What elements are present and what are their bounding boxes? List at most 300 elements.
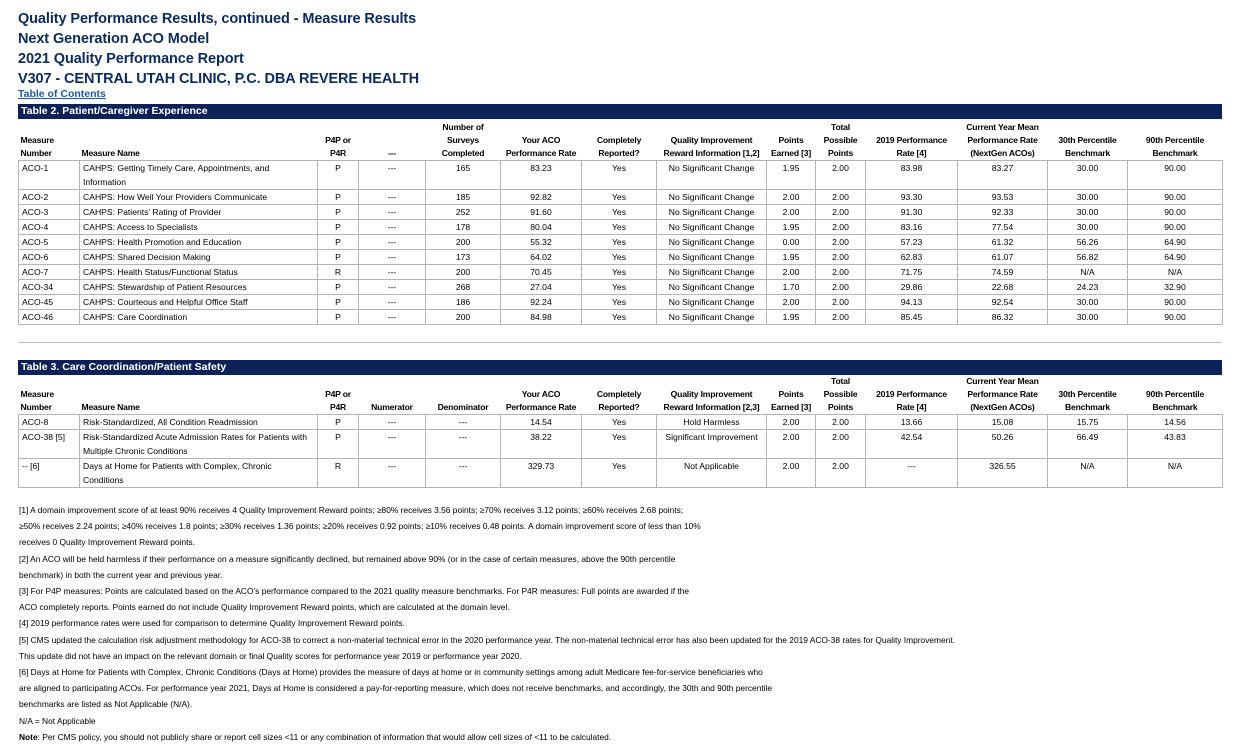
column-header: Earned [3] bbox=[770, 402, 812, 412]
column-header: Performance Rate bbox=[505, 402, 577, 412]
table-cell: 165 bbox=[426, 161, 501, 190]
table-cell: Yes bbox=[582, 310, 657, 325]
column-header bbox=[866, 121, 958, 134]
table-cell: 2.00 bbox=[816, 415, 866, 430]
table-cell: 57.23 bbox=[866, 235, 958, 250]
column-header bbox=[501, 375, 582, 388]
column-header: Surveys bbox=[446, 135, 480, 145]
table-cell: 30.00 bbox=[1048, 220, 1128, 235]
column-header: P4P or bbox=[325, 135, 351, 145]
column-header: 2019 Performance bbox=[876, 389, 947, 399]
table-cell: Yes bbox=[582, 220, 657, 235]
footnote-line: N/A = Not Applicable bbox=[19, 715, 96, 726]
table-of-contents-link[interactable]: Table of Contents bbox=[18, 88, 106, 100]
footnote-line: [1] A domain improvement score of at least 90% receives 4 Quality Improvement Reward points; ≥80% receives 3.56 points; ≥70% receives 3.12 points; ≥60% receives 2.68 points; bbox=[19, 505, 684, 515]
column-header bbox=[1048, 375, 1128, 388]
table-cell: Yes bbox=[582, 190, 657, 205]
table-cell: Not Applicable bbox=[657, 459, 767, 488]
column-header: Rate [4] bbox=[896, 148, 927, 158]
table-cell: --- bbox=[426, 430, 501, 459]
table-cell: 91.60 bbox=[501, 205, 582, 220]
measure-name-cell: CAHPS: Care Coordination bbox=[80, 310, 318, 325]
column-header bbox=[866, 375, 958, 388]
table-cell: Yes bbox=[582, 265, 657, 280]
table-cell: 83.98 bbox=[866, 161, 958, 190]
table-cell: 38.22 bbox=[501, 430, 582, 459]
table-row bbox=[19, 415, 1223, 430]
column-header: Reported? bbox=[598, 402, 640, 412]
table-cell: P bbox=[318, 250, 359, 265]
column-header: 30th Percentile bbox=[1058, 135, 1117, 145]
measure-name-cell: CAHPS: How Well Your Providers Communicate bbox=[80, 190, 318, 205]
table-cell: 2.00 bbox=[816, 280, 866, 295]
table-cell: No Significant Change bbox=[657, 310, 767, 325]
column-header bbox=[501, 121, 582, 134]
footnote-line: [3] For P4P measures: Points are calculated based on the ACO’s performance compared to the 2021 quality measure benchmarks. For P4R measures: Full points are awarded if the bbox=[19, 586, 690, 597]
table-cell: 173 bbox=[426, 250, 501, 265]
header-row bbox=[19, 375, 1223, 388]
column-header: (NextGen ACOs) bbox=[970, 402, 1035, 412]
column-header: P4P or bbox=[325, 389, 351, 399]
table-cell: 2.00 bbox=[816, 310, 866, 325]
table-cell: P bbox=[318, 161, 359, 190]
table-cell: 43.83 bbox=[1128, 430, 1223, 459]
column-header: Current Year Mean bbox=[966, 376, 1039, 386]
table-row bbox=[19, 220, 1223, 235]
table-cell: 92.24 bbox=[501, 295, 582, 310]
column-header: Earned [3] bbox=[770, 148, 812, 158]
column-header: Benchmark bbox=[1152, 148, 1198, 158]
table-cell: 1.95 bbox=[767, 220, 816, 235]
table-cell: 2.00 bbox=[767, 265, 816, 280]
column-header: Reward Information [2,3] bbox=[663, 402, 760, 412]
table-cell: 1.95 bbox=[767, 310, 816, 325]
table-cell: Hold Harmless bbox=[657, 415, 767, 430]
table-cell: --- bbox=[359, 295, 426, 310]
table-cell: 30.00 bbox=[1048, 295, 1128, 310]
table-cell: 70.45 bbox=[501, 265, 582, 280]
measure-number-cell: ACO-7 bbox=[19, 265, 80, 280]
column-header: Total bbox=[831, 122, 850, 132]
footnote-line: are aligned to participating ACOs. For performance year 2021, Days at Home is considered a pay-for-reporting measure, which does not receive benchmarks, and accordingly, the 30th and 90th percentile bbox=[19, 683, 773, 694]
measure-name-cell: Risk-Standardized, All Condition Readmission bbox=[80, 415, 318, 430]
table-cell: No Significant Change bbox=[657, 235, 767, 250]
table-cell: P bbox=[318, 295, 359, 310]
table-cell: 55.32 bbox=[501, 235, 582, 250]
table-cell: 66.49 bbox=[1048, 430, 1128, 459]
table-cell: --- bbox=[359, 430, 426, 459]
column-header bbox=[582, 121, 657, 134]
column-header: Measure bbox=[20, 389, 54, 399]
column-header bbox=[359, 121, 426, 134]
measure-name-cell: CAHPS: Patients’ Rating of Provider bbox=[80, 205, 318, 220]
column-header: Reported? bbox=[598, 148, 640, 158]
column-header bbox=[359, 388, 426, 401]
measure-number-cell: ACO-45 bbox=[19, 295, 80, 310]
table-cell: --- bbox=[359, 220, 426, 235]
measure-name-cell: Risk-Standardized Acute Admission Rates for Patients with Multiple Chronic Conditions bbox=[80, 430, 318, 459]
table-cell: 64.02 bbox=[501, 250, 582, 265]
table-cell: 329.73 bbox=[501, 459, 582, 488]
table-cell: --- bbox=[359, 250, 426, 265]
column-header bbox=[426, 375, 501, 388]
table-cell: 0.00 bbox=[767, 235, 816, 250]
table-cell: No Significant Change bbox=[657, 161, 767, 190]
header-row bbox=[19, 121, 1223, 134]
column-header bbox=[80, 134, 318, 147]
table-cell: --- bbox=[426, 459, 501, 488]
table-cell: 30.00 bbox=[1048, 205, 1128, 220]
table-cell: Yes bbox=[582, 415, 657, 430]
table-cell: Significant Improvement bbox=[657, 430, 767, 459]
table-cell: R bbox=[318, 265, 359, 280]
column-header: Performance Rate bbox=[505, 148, 577, 158]
column-header: 30th Percentile bbox=[1058, 389, 1117, 399]
table-cell: R bbox=[318, 459, 359, 488]
table-row bbox=[19, 430, 1223, 459]
table-row bbox=[19, 310, 1223, 325]
table-cell: --- bbox=[359, 161, 426, 190]
column-header bbox=[1048, 121, 1128, 134]
table-cell: P bbox=[318, 280, 359, 295]
table-cell: 200 bbox=[426, 265, 501, 280]
column-header bbox=[767, 121, 816, 134]
table-cell: 90.00 bbox=[1128, 310, 1223, 325]
table-row bbox=[19, 235, 1223, 250]
table-cell: 94.13 bbox=[866, 295, 958, 310]
table-cell: 2.00 bbox=[767, 295, 816, 310]
table-cell: 2.00 bbox=[816, 190, 866, 205]
column-header bbox=[657, 121, 767, 134]
table-cell: 92.33 bbox=[958, 205, 1048, 220]
table-cell: N/A bbox=[1128, 459, 1223, 488]
table-cell: No Significant Change bbox=[657, 265, 767, 280]
table-cell: 22.68 bbox=[958, 280, 1048, 295]
column-header: Reward Information [1,2] bbox=[663, 148, 760, 158]
column-header: Your ACO bbox=[521, 389, 561, 399]
column-header: 2019 Performance bbox=[876, 135, 947, 145]
table-cell: 2.00 bbox=[767, 459, 816, 488]
column-header: Performance Rate bbox=[967, 135, 1038, 145]
table-row bbox=[19, 265, 1223, 280]
column-header bbox=[80, 388, 318, 401]
column-header: Completely bbox=[596, 135, 642, 145]
column-header: 90th Percentile bbox=[1145, 135, 1205, 145]
table-cell: 185 bbox=[426, 190, 501, 205]
table2-title-bar: Table 2. Patient/Caregiver Experience bbox=[18, 104, 1222, 119]
table-cell: 64.90 bbox=[1128, 250, 1223, 265]
table-cell: 186 bbox=[426, 295, 501, 310]
column-header: Points bbox=[827, 402, 854, 412]
column-header: Total bbox=[831, 376, 850, 386]
column-header: P4R bbox=[329, 148, 347, 158]
column-header bbox=[80, 375, 318, 388]
table-cell: 13.66 bbox=[866, 415, 958, 430]
table-row bbox=[19, 250, 1223, 265]
table-cell: 15.08 bbox=[958, 415, 1048, 430]
table-cell: 27.04 bbox=[501, 280, 582, 295]
table-cell: 14.56 bbox=[1128, 415, 1223, 430]
column-header: Points bbox=[778, 389, 804, 399]
report-title: Quality Performance Results, continued - Measure Results bbox=[18, 11, 417, 27]
table-cell: 32.90 bbox=[1128, 280, 1223, 295]
table-cell: Yes bbox=[582, 459, 657, 488]
table-row bbox=[19, 280, 1223, 295]
table-cell: N/A bbox=[1048, 459, 1128, 488]
table-cell: 2.00 bbox=[816, 459, 866, 488]
aco-name: V307 - CENTRAL UTAH CLINIC, P.C. DBA REVERE HEALTH bbox=[18, 71, 420, 87]
table-cell: 90.00 bbox=[1128, 220, 1223, 235]
table-cell: 30.00 bbox=[1048, 161, 1128, 190]
column-header: Possible bbox=[823, 135, 858, 145]
table-cell: 29.86 bbox=[866, 280, 958, 295]
table-cell: --- bbox=[359, 235, 426, 250]
column-header: Current Year Mean bbox=[966, 122, 1039, 132]
measure-number-cell: ACO-34 bbox=[19, 280, 80, 295]
column-header bbox=[19, 375, 80, 388]
measure-name-cell: CAHPS: Getting Timely Care, Appointments, and Information bbox=[80, 161, 318, 190]
table-cell: 93.30 bbox=[866, 190, 958, 205]
column-header bbox=[426, 388, 501, 401]
column-header bbox=[1128, 121, 1223, 134]
measure-number-cell: ACO-8 bbox=[19, 415, 80, 430]
column-header: Possible bbox=[823, 389, 858, 399]
table-cell: No Significant Change bbox=[657, 220, 767, 235]
table-row bbox=[19, 205, 1223, 220]
column-header bbox=[657, 375, 767, 388]
table-cell: --- bbox=[359, 415, 426, 430]
column-header bbox=[19, 121, 80, 134]
table2-patient-caregiver-experience bbox=[18, 121, 1223, 325]
table-cell: 74.59 bbox=[958, 265, 1048, 280]
table-cell: 2.00 bbox=[816, 265, 866, 280]
column-header: Measure bbox=[20, 135, 54, 145]
note-text: : Per CMS policy, you should not publicly share or report cell sizes <11 or any combination of information that would allow cell sizes of <11 to be calculated. bbox=[37, 731, 612, 742]
footnote-line: ≥50% receives 2.24 points; ≥40% receives 1.8 points; ≥30% receives 1.36 points; ≥20% receives 0.92 points; ≥10% receives 0.48 points. A domain improvement score of less than 10% bbox=[19, 521, 701, 532]
column-header: Completed bbox=[441, 148, 485, 158]
table-cell: P bbox=[318, 235, 359, 250]
table-cell: 2.00 bbox=[816, 235, 866, 250]
table-cell: No Significant Change bbox=[657, 295, 767, 310]
footnote-line: ACO completely reports. Points earned do not include Quality Improvement Reward points, which are calculated at the domain level. bbox=[19, 602, 510, 613]
table-cell: 2.00 bbox=[767, 190, 816, 205]
header-row bbox=[19, 401, 1223, 415]
table-cell: 14.54 bbox=[501, 415, 582, 430]
table-cell: No Significant Change bbox=[657, 205, 767, 220]
table-cell: Yes bbox=[582, 250, 657, 265]
table-row bbox=[19, 161, 1223, 190]
table-cell: 30.00 bbox=[1048, 310, 1128, 325]
column-header: Number bbox=[20, 402, 52, 412]
table-cell: Yes bbox=[582, 295, 657, 310]
table-cell: 56.26 bbox=[1048, 235, 1128, 250]
table-row bbox=[19, 295, 1223, 310]
column-header: Numerator bbox=[371, 402, 413, 412]
column-header: Measure Name bbox=[81, 148, 140, 158]
measure-number-cell: ACO-1 bbox=[19, 161, 80, 190]
table-cell: --- bbox=[359, 205, 426, 220]
table-cell: Yes bbox=[582, 205, 657, 220]
table-cell: 15.75 bbox=[1048, 415, 1128, 430]
header-row bbox=[19, 147, 1223, 161]
table-cell: 2.00 bbox=[816, 250, 866, 265]
column-header: Points bbox=[778, 135, 804, 145]
footnote-line: [4] 2019 performance rates were used for comparison to determine Quality Improvement Reward points. bbox=[19, 618, 405, 629]
table-cell: 2.00 bbox=[816, 161, 866, 190]
measure-number-cell: ACO-46 bbox=[19, 310, 80, 325]
column-header: Performance Rate bbox=[967, 389, 1038, 399]
note-label: Note bbox=[19, 731, 38, 742]
column-header: 90th Percentile bbox=[1145, 389, 1205, 399]
table-cell: P bbox=[318, 205, 359, 220]
table-cell: 2.00 bbox=[767, 205, 816, 220]
table-cell: 71.75 bbox=[866, 265, 958, 280]
table-cell: 80.04 bbox=[501, 220, 582, 235]
cms-policy-note bbox=[19, 729, 1239, 745]
header-row bbox=[19, 134, 1223, 147]
table-cell: No Significant Change bbox=[657, 280, 767, 295]
table-cell: 1.95 bbox=[767, 161, 816, 190]
report-name: 2021 Quality Performance Report bbox=[18, 51, 244, 67]
table-cell: 62.83 bbox=[866, 250, 958, 265]
table-cell: Yes bbox=[582, 280, 657, 295]
table-cell: --- bbox=[359, 265, 426, 280]
measure-number-cell: -- [6] bbox=[19, 459, 80, 488]
measure-number-cell: ACO-3 bbox=[19, 205, 80, 220]
table-cell: P bbox=[318, 310, 359, 325]
footnote-line: benchmarks are listed as Not Applicable (N/A). bbox=[19, 699, 193, 710]
table-cell: No Significant Change bbox=[657, 250, 767, 265]
table-cell: 93.53 bbox=[958, 190, 1048, 205]
table-cell: 2.00 bbox=[816, 295, 866, 310]
column-header: Points bbox=[827, 148, 854, 158]
table-cell: 24.23 bbox=[1048, 280, 1128, 295]
table-cell: 90.00 bbox=[1128, 295, 1223, 310]
table-cell: 42.54 bbox=[866, 430, 958, 459]
footnote-line: [6] Days at Home for Patients with Complex, Chronic Conditions (Days at Home) provides the measure of days at home or in community settings among adult Medicare fee-for-service beneficiaries who bbox=[19, 667, 763, 678]
measure-name-cell: CAHPS: Access to Specialists bbox=[80, 220, 318, 235]
measure-number-cell: ACO-4 bbox=[19, 220, 80, 235]
table-cell: 84.98 bbox=[501, 310, 582, 325]
table-cell: 61.32 bbox=[958, 235, 1048, 250]
table-row bbox=[19, 190, 1223, 205]
column-header: Completely bbox=[596, 389, 642, 399]
measure-name-cell: CAHPS: Health Status/Functional Status bbox=[80, 265, 318, 280]
column-header: Number bbox=[20, 148, 52, 158]
table-cell: 90.00 bbox=[1128, 161, 1223, 190]
table-cell: 92.54 bbox=[958, 295, 1048, 310]
footnote-line: [2] An ACO will be held harmless if their performance on a measure significantly declined, but remained above 90% (or in the case of certain measures, above the 90th percentile bbox=[19, 553, 676, 564]
table-cell: 200 bbox=[426, 310, 501, 325]
column-header: --- bbox=[388, 148, 396, 158]
table-cell: 61.07 bbox=[958, 250, 1048, 265]
column-header bbox=[359, 134, 426, 147]
table-cell: P bbox=[318, 430, 359, 459]
column-header: (NextGen ACOs) bbox=[970, 148, 1035, 158]
column-header: Number of bbox=[442, 122, 484, 132]
measure-name-cell: Days at Home for Patients with Complex, Chronic Conditions bbox=[80, 459, 318, 488]
table-cell: 85.45 bbox=[866, 310, 958, 325]
footnotes bbox=[19, 502, 1239, 745]
section-divider bbox=[18, 342, 1222, 343]
table-cell: 56.82 bbox=[1048, 250, 1128, 265]
table-cell: --- bbox=[866, 459, 958, 488]
table-cell: 90.00 bbox=[1128, 190, 1223, 205]
table-cell: 83.27 bbox=[958, 161, 1048, 190]
table-row bbox=[19, 459, 1223, 488]
table-cell: N/A bbox=[1128, 265, 1223, 280]
measure-name-cell: CAHPS: Courteous and Helpful Office Staff bbox=[80, 295, 318, 310]
table-cell: --- bbox=[359, 190, 426, 205]
table-cell: P bbox=[318, 190, 359, 205]
table-cell: 2.00 bbox=[767, 415, 816, 430]
column-header: Your ACO bbox=[521, 135, 561, 145]
column-header: Benchmark bbox=[1064, 402, 1110, 412]
column-header: Quality Improvement bbox=[670, 389, 753, 399]
measure-number-cell: ACO-6 bbox=[19, 250, 80, 265]
table-cell: --- bbox=[426, 415, 501, 430]
measure-number-cell: ACO-5 bbox=[19, 235, 80, 250]
column-header: P4R bbox=[329, 402, 347, 412]
table-cell: 178 bbox=[426, 220, 501, 235]
table-cell: 50.26 bbox=[958, 430, 1048, 459]
column-header bbox=[582, 375, 657, 388]
table3-care-coordination-patient-safety bbox=[18, 375, 1223, 488]
table-cell: 83.23 bbox=[501, 161, 582, 190]
footnote-line: benchmark) in both the current year and previous year. bbox=[19, 569, 223, 580]
table-cell: 2.00 bbox=[816, 430, 866, 459]
table-cell: 2.00 bbox=[816, 205, 866, 220]
footnote-line: This update did not have an impact on the relevant domain or final Quality scores for performance year 2019 or performance year 2020. bbox=[19, 650, 522, 661]
table-cell: 64.90 bbox=[1128, 235, 1223, 250]
table-cell: Yes bbox=[582, 161, 657, 190]
column-header: Benchmark bbox=[1152, 402, 1198, 412]
table-cell: Yes bbox=[582, 235, 657, 250]
column-header bbox=[318, 121, 359, 134]
column-header bbox=[359, 375, 426, 388]
measure-name-cell: CAHPS: Health Promotion and Education bbox=[80, 235, 318, 250]
column-header: Benchmark bbox=[1064, 148, 1110, 158]
column-header: Quality Improvement bbox=[670, 135, 753, 145]
table-cell: Yes bbox=[582, 430, 657, 459]
column-header bbox=[80, 121, 318, 134]
table-cell: 268 bbox=[426, 280, 501, 295]
table-cell: --- bbox=[359, 459, 426, 488]
column-header bbox=[318, 375, 359, 388]
column-header: Measure Name bbox=[81, 402, 140, 412]
column-header: Rate [4] bbox=[896, 402, 927, 412]
column-header bbox=[767, 375, 816, 388]
table-cell: --- bbox=[359, 310, 426, 325]
table-cell: 252 bbox=[426, 205, 501, 220]
measure-name-cell: CAHPS: Shared Decision Making bbox=[80, 250, 318, 265]
report-header bbox=[18, 9, 419, 89]
table-cell: 92.82 bbox=[501, 190, 582, 205]
header-row bbox=[19, 388, 1223, 401]
measure-name-cell: CAHPS: Stewardship of Patient Resources bbox=[80, 280, 318, 295]
measure-number-cell: ACO-38 [5] bbox=[19, 430, 80, 459]
table-cell: 77.54 bbox=[958, 220, 1048, 235]
table-cell: 326.55 bbox=[958, 459, 1048, 488]
table-cell: 2.00 bbox=[767, 430, 816, 459]
table-cell: 1.95 bbox=[767, 250, 816, 265]
table-cell: 90.00 bbox=[1128, 205, 1223, 220]
table3-title-bar: Table 3. Care Coordination/Patient Safety bbox=[18, 360, 1222, 375]
table-cell: 30.00 bbox=[1048, 190, 1128, 205]
table-cell: --- bbox=[359, 280, 426, 295]
table-cell: 86.32 bbox=[958, 310, 1048, 325]
measure-number-cell: ACO-2 bbox=[19, 190, 80, 205]
